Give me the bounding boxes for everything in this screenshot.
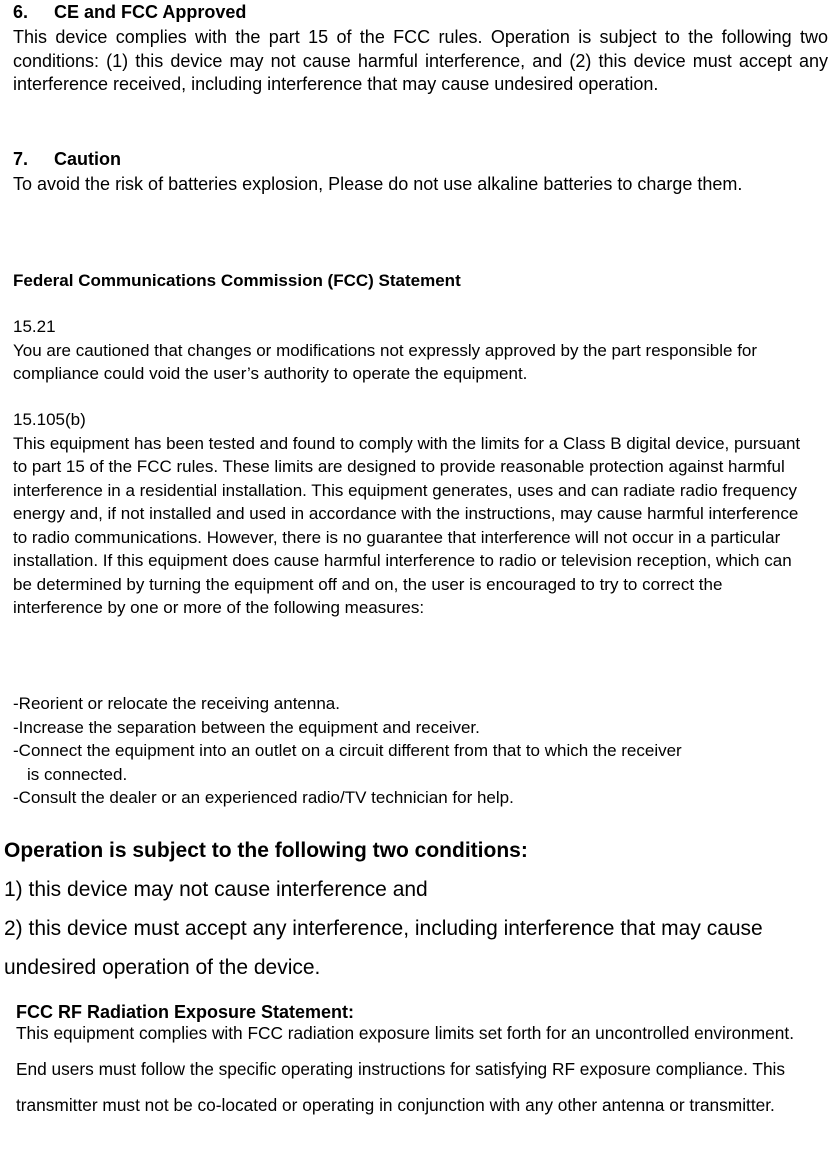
list-item: -Consult the dealer or an experienced radio/TV technician for help. bbox=[13, 788, 514, 807]
rule-15-21-label: 15.21 bbox=[13, 317, 56, 336]
section-7-body: To avoid the risk of batteries explosion, Please do not use alkaline batteries to charge them. bbox=[13, 174, 743, 194]
section-6-number: 6. bbox=[13, 2, 29, 22]
fcc-statement-title: Federal Communications Commission (FCC) Statement bbox=[13, 271, 461, 290]
section-6-title: CE and FCC Approved bbox=[54, 2, 247, 22]
section-7-number: 7. bbox=[13, 149, 29, 169]
list-item: -Increase the separation between the equipment and receiver. bbox=[13, 717, 480, 737]
condition-1: 1) this device may not cause interference and bbox=[4, 878, 428, 901]
rule-15-105b bbox=[13, 408, 813, 620]
measures-list bbox=[13, 692, 828, 810]
section-7-title: Caution bbox=[54, 149, 121, 169]
rule-15-21 bbox=[13, 315, 803, 386]
list-item: -Connect the equipment into an outlet on a circuit different from that to which the receiver bbox=[13, 741, 682, 760]
list-item: -Reorient or relocate the receiving antenna. bbox=[13, 694, 340, 713]
rf-exposure-body: This equipment complies with FCC radiation exposure limits set forth for an uncontrolled environment. End users must follow the specific operating instructions for satisfying RF exposure compliance. This transmitter must not be co-located or operating in conjunction with any other antenna or transmitter. bbox=[16, 1023, 795, 1115]
section-6-body: This device complies with the part 15 of the FCC rules. Operation is subject to the following two conditions: (1) this device may not cause harmful interference, and (2) this device must accept any interference received, including interference that may cause undesired operation. bbox=[13, 27, 828, 94]
section-6-heading bbox=[13, 1, 813, 23]
rule-15-105b-label: 15.105(b) bbox=[13, 410, 86, 429]
rf-exposure-title: FCC RF Radiation Exposure Statement: bbox=[16, 1002, 355, 1022]
operation-heading: Operation is subject to the following two conditions: bbox=[4, 839, 528, 862]
list-item-continuation: is connected. bbox=[27, 764, 128, 784]
rule-15-21-text: You are cautioned that changes or modifications not expressly approved by the part responsible for compliance could void the user’s authority to operate the equipment. bbox=[13, 340, 758, 383]
rule-15-105b-text: This equipment has been tested and found to comply with the limits for a Class B digital device, pursuant to part 15 of the FCC rules. These limits are designed to provide reasonable protection against harmful interference in a residential installation. This equipment generates, uses and can radiate radio frequency energy and, if not installed and used in accordance with the instructions, may cause harmful interference to radio communications. However, there is no guarantee that interference will not occur in a particular installation. If this equipment does cause harmful interference to radio or television reception, which can be determined by turning the equipment off and on, the user is encouraged to try to correct the interference by one or more of the following measures: bbox=[13, 433, 801, 617]
operation-conditions bbox=[4, 870, 829, 987]
section-7-heading bbox=[13, 148, 813, 170]
condition-2: 2) this device must accept any interference, including interference that may cause undesired operation of the device. bbox=[4, 917, 763, 979]
